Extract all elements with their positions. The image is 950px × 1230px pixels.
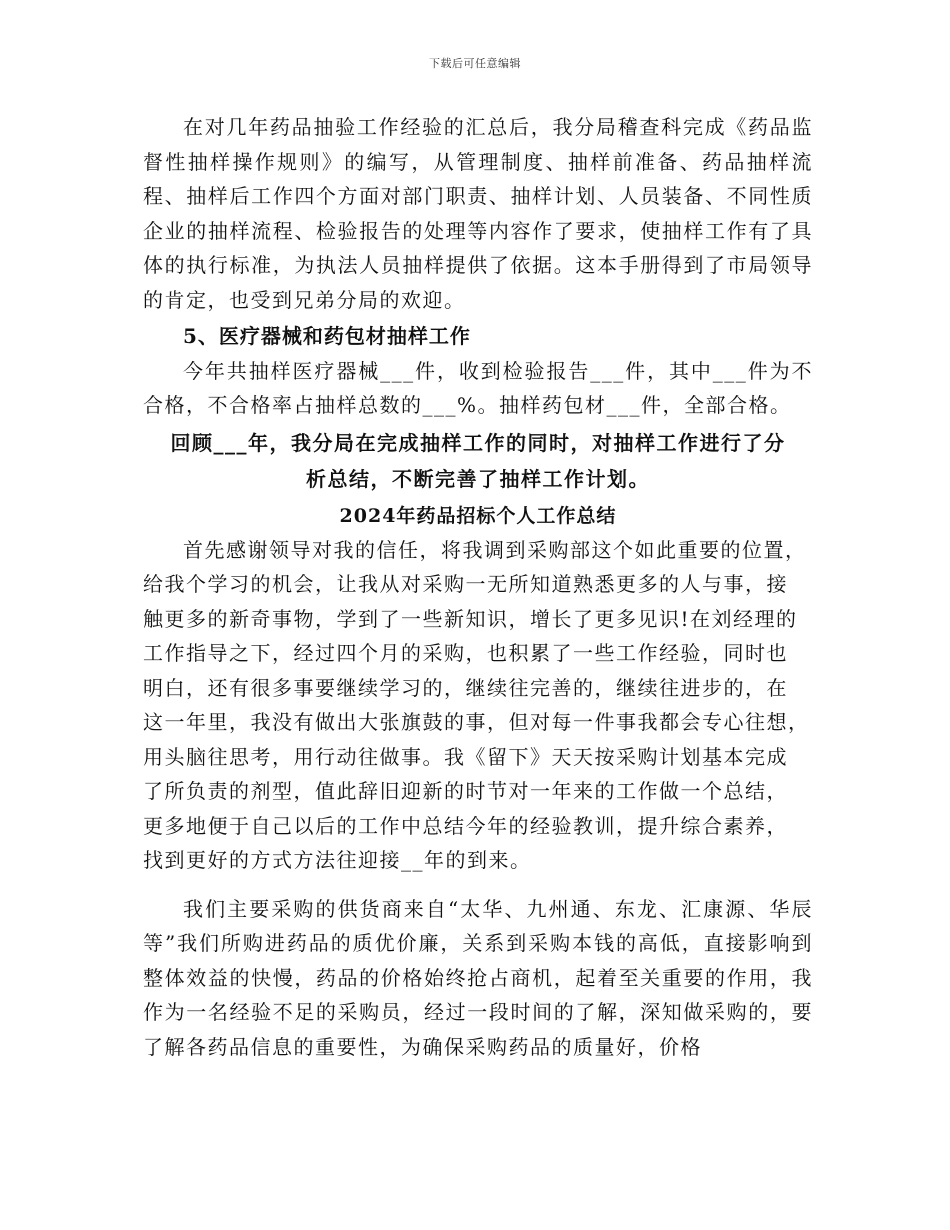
- paragraph-thanks-line-4: 工作指导之下，经过四个月的采购，也积累了一些工作经验，同时也: [143, 641, 788, 665]
- paragraph-thanks-line-8: 了所负责的剂型，值此辞旧迎新的时节对一年来的工作做一个总结，: [143, 779, 788, 803]
- paragraph-thanks-line-3: 触更多的新奇事物，学到了一些新知识，增长了更多见识!在刘经理的: [143, 606, 798, 631]
- paragraph-suppliers: 我们主要采购的供货商来自“太华、九州通、东龙、汇康源、华辰等”我们所购进药品的质优价廉，关系到采购本钱的高低，直接影响到整体效益的快慢，药品的价格始终抢占商机，起着至关重要的作用，我作为一名经验不足的采购员，经过一段时间的了解，深知做采购的，要了解各药品信息的重要性，为确保采购药品的质量好，价格: [143, 896, 813, 1059]
- paragraph-sampling-rules: 在对几年药品抽验工作经验的汇总后，我分局稽查科完成《药品监督性抽样操作规则》的编写，从管理制度、抽样前准备、药品抽样流程、抽样后工作四个方面对部门职责、抽样计划、人员装备、不同性质企业的抽样流程、检验报告的处理等内容作了要求，使抽样工作有了具体的执行标准，为执法人员抽样提供了依据。这本手册得到了市局领导的肯定，也受到兄弟分局的欢迎。: [143, 115, 813, 312]
- paragraph-thanks-line-10: 找到更好的方式方法往迎接__年的到来。: [143, 848, 532, 872]
- paragraph-thanks-line-6: 这一年里，我没有做出大张旗鼓的事，但对每一件事我都会专心往想，: [143, 710, 810, 734]
- section-heading-5: 5、医疗器械和药包材抽样工作: [183, 324, 471, 348]
- document-title: 2024年药品招标个人工作总结: [339, 504, 617, 527]
- document-body: [143, 110, 813, 1064]
- bold-summary: [143, 425, 813, 497]
- paragraph-thanks-line-1: 首先感谢领导对我的信任，将我调到采购部这个如此重要的位置，: [183, 537, 807, 562]
- paragraph-gap: [143, 878, 813, 892]
- paragraph-thanks-line-2: 给我个学习的机会，让我从对采购一无所知道熟悉更多的人与事，接: [143, 572, 788, 596]
- paragraph-device-sampling: 今年共抽样医疗器械___件，收到检验报告___件，其中___件为不合格，不合格率占抽样总数的___%。抽样药包材___件，全部合格。: [143, 358, 813, 417]
- paragraph-thanks-line-5: 明白，还有很多事要继续学习的，继续往完善的，继续往进步的，在: [143, 675, 788, 700]
- paragraph-thanks-line-9: 更多地便于自己以后的工作中总结今年的经验教训，提升综合素养，: [143, 813, 788, 838]
- paragraph-thanks-line-7: 用头脑往思考，用行动往做事。我《留下》天天按采购计划基本完成: [143, 744, 788, 769]
- bold-summary-line-1: 回顾___年，我分局在完成抽样工作的同时，对抽样工作进行了分: [170, 430, 786, 455]
- bold-summary-line-2: 析总结，不断完善了抽样工作计划。: [306, 466, 650, 491]
- header-note: 下载后可任意编辑: [429, 57, 521, 70]
- paragraph-thanks: [143, 533, 813, 878]
